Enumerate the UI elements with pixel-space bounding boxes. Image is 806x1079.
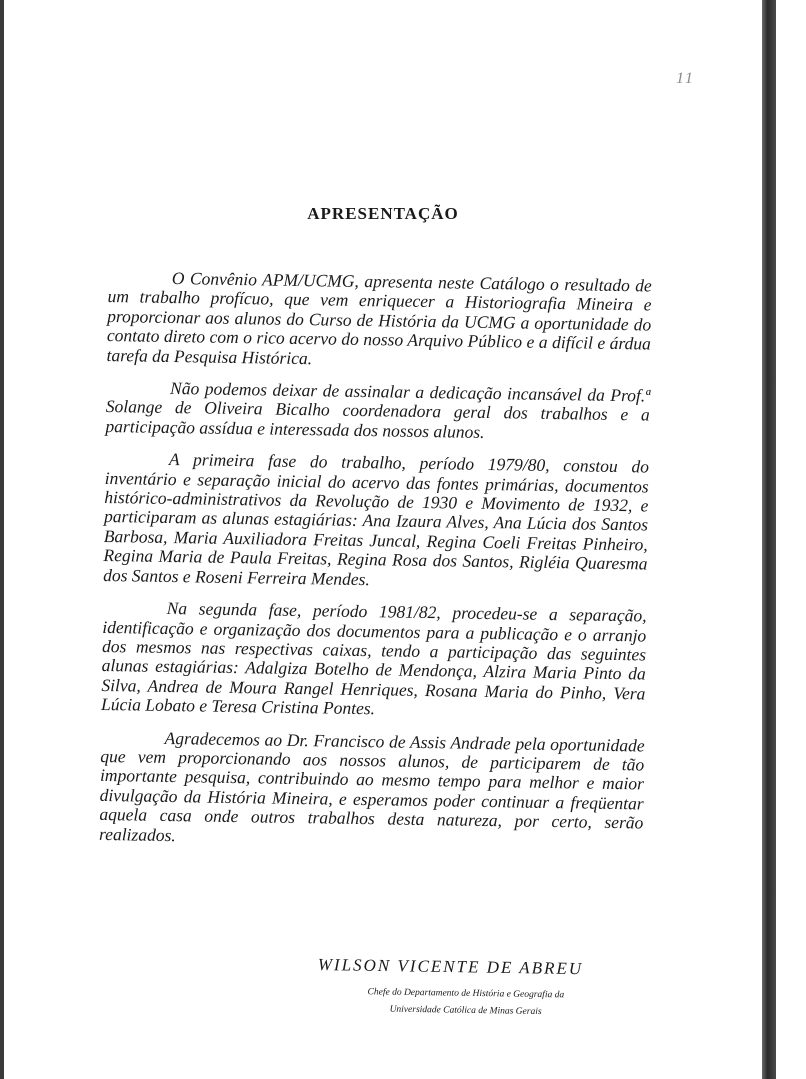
- paragraph-4: Na segunda fase, período 1981/82, procedeu-se a separação, identificação e organização dos documentos para a publicação e o arranjo dos mesmos nas respectivas caixas, tendo a participação das seguintes alunas estagiárias: Adalgiza Botelho de Mendonça, Alzira Maria Pinto da Silva, Andrea de Moura Rangel Henriques, Rosana Maria do Pinho, Vera Lúcia Lobato e Teresa Cristina Pontes.: [100, 598, 647, 719]
- document-body: [99, 268, 652, 865]
- page-number: 11: [676, 70, 695, 87]
- page-title: APRESENTAÇÃO: [307, 204, 459, 223]
- affiliation-line-1: Chefe do Departamento de História e Geografia da: [367, 987, 565, 1001]
- paragraph-2: Não podemos deixar de assinalar a dedicação incansável da Prof.ª Solange de Oliveira Bicalho coordenadora geral dos trabalhos e a participação assídua e interessada dos nossos alunos.: [105, 378, 651, 442]
- scan-left-edge: [0, 0, 4, 1079]
- signature-name: WILSON VICENTE DE ABREU: [317, 955, 584, 979]
- paragraph-3: A primeira fase do trabalho, período 1979/80, constou do inventário e separação inicial do acervo das fontes primárias, documentos histórico-administrativos da Revolução de 1930 e Movimento de 1932, e participaram as alunas estagiárias: Ana Izaura Alves, Ana Lúcia dos Santos Barbosa, Maria Auxiliadora Freitas Juncal, Regina Coeli Freitas Pinheiro, Regina Maria de Paula Freitas, Regina Rosa dos Santos, Rigléia Quaresma dos Santos e Roseni Ferreira Mendes.: [103, 449, 650, 589]
- paragraph-1: O Convênio APM/UCMG, apresenta neste Catálogo o resultado de um trabalho profícuo, que vem enriquecer a Historiografia Mineira e proporcionar aos alunos do Curso de História da UCMG a oportunidade do contato direto com o rico acervo do nosso Arquivo Público e a difícil e árdua tarefa da Pesquisa Histórica.: [106, 268, 652, 368]
- scan-right-edge: [762, 0, 776, 1079]
- paragraph-5: Agradecemos ao Dr. Francisco de Assis Andrade pela oportunidade que vem proporcionando aos nossos alunos, de participarem de tão importante pesquisa, contribuindo ao mesmo tempo para melhor e maior divulgação da História Mineira, e esperamos poder continuar a freqüentar aquela casa onde outros trabalhos desta natureza, por certo, serão realizados.: [98, 727, 645, 845]
- affiliation-line-2: Universidade Católica de Minas Gerais: [389, 1004, 542, 1018]
- signature-affiliation: [285, 983, 645, 1023]
